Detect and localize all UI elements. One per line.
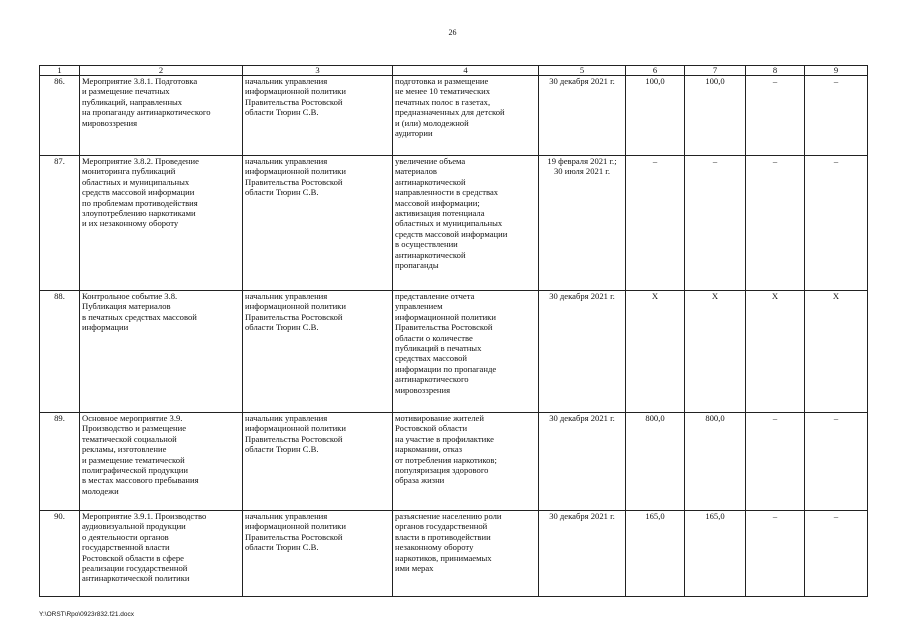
amount-cell: 165,0 <box>626 511 685 597</box>
amount-cell: Х <box>805 291 868 413</box>
amount-cell: – <box>746 76 805 156</box>
header-cell: 6 <box>626 66 685 76</box>
amount-cell: – <box>626 156 685 291</box>
result-cell: подготовка и размещение не менее 10 тематических печатных полос в газетах, предназначенных для детской и (или) молодежной аудитории <box>393 76 539 156</box>
amount-cell: 800,0 <box>626 413 685 511</box>
amount-cell: – <box>805 511 868 597</box>
responsible-cell: начальник управления информационной политики Правительства Ростовской области Тюрин С.В. <box>243 413 393 511</box>
result-cell: увеличение объема материалов антинаркотической направленности в средствах массовой информации; активизация потенциала областных и муниципальных средств массовой информации в осуществлении антинаркотической пропаганды <box>393 156 539 291</box>
header-row <box>40 66 868 76</box>
header-cell: 1 <box>40 66 80 76</box>
header-cell: 2 <box>80 66 243 76</box>
amount-cell: – <box>685 156 746 291</box>
header-cell: 8 <box>746 66 805 76</box>
table-row <box>40 413 868 511</box>
row-number: 86. <box>40 76 80 156</box>
responsible-cell: начальник управления информационной политики Правительства Ростовской области Тюрин С.В. <box>243 156 393 291</box>
row-number: 88. <box>40 291 80 413</box>
amount-cell: 800,0 <box>685 413 746 511</box>
amount-cell: – <box>746 413 805 511</box>
event-cell: Мероприятие 3.9.1. Производство аудиовизуальной продукции о деятельности органов государственной власти Ростовской области в сфере реализации государственной антинаркотической политики <box>80 511 243 597</box>
amount-cell: Х <box>746 291 805 413</box>
page-number: 26 <box>448 28 457 37</box>
responsible-cell: начальник управления информационной политики Правительства Ростовской области Тюрин С.В. <box>243 76 393 156</box>
amount-cell: – <box>805 76 868 156</box>
table-row <box>40 291 868 413</box>
result-cell: разъяснение населению роли органов государственной власти в противодействии незаконному обороту наркотиков, принимаемых ими мерах <box>393 511 539 597</box>
event-cell: Мероприятие 3.8.1. Подготовка и размещение печатных публикаций, направленных на пропаганду антинаркотического мировоззрения <box>80 76 243 156</box>
table-row <box>40 156 868 291</box>
header-cell: 9 <box>805 66 868 76</box>
row-number: 90. <box>40 511 80 597</box>
row-number: 87. <box>40 156 80 291</box>
date-cell: 30 декабря 2021 г. <box>539 291 626 413</box>
amount-cell: – <box>805 413 868 511</box>
event-cell: Мероприятие 3.8.2. Проведение мониторинга публикаций областных и муниципальных средств массовой информации по проблемам противодействия злоупотреблению наркотиками и их незаконному обороту <box>80 156 243 291</box>
amount-cell: – <box>746 511 805 597</box>
header-cell: 7 <box>685 66 746 76</box>
plan-table <box>39 65 868 597</box>
responsible-cell: начальник управления информационной политики Правительства Ростовской области Тюрин С.В. <box>243 291 393 413</box>
result-cell: мотивирование жителей Ростовской области на участие в профилактике наркомании, отказ от потребления наркотиков; популяризация здорового образа жизни <box>393 413 539 511</box>
date-cell: 30 декабря 2021 г. <box>539 76 626 156</box>
date-cell: 19 февраля 2021 г.; 30 июля 2021 г. <box>539 156 626 291</box>
result-cell: представление отчета управлением информационной политики Правительства Ростовской области о количестве публикаций в печатных средствах массовой информации по пропаганде антинаркотического мировоззрения <box>393 291 539 413</box>
amount-cell: – <box>805 156 868 291</box>
date-cell: 30 декабря 2021 г. <box>539 413 626 511</box>
amount-cell: 100,0 <box>626 76 685 156</box>
responsible-cell: начальник управления информационной политики Правительства Ростовской области Тюрин С.В. <box>243 511 393 597</box>
header-cell: 3 <box>243 66 393 76</box>
amount-cell: 100,0 <box>685 76 746 156</box>
event-cell: Контрольное событие 3.8. Публикация материалов в печатных средствах массовой информации <box>80 291 243 413</box>
amount-cell: 165,0 <box>685 511 746 597</box>
date-cell: 30 декабря 2021 г. <box>539 511 626 597</box>
event-cell: Основное мероприятие 3.9. Производство и размещение тематической социальной рекламы, изготовление и размещение тематической полиграфической продукции в местах массового пребывания молодежи <box>80 413 243 511</box>
file-path-footer: Y:\ORST\Rpo\0923r832.f21.docx <box>39 611 135 618</box>
amount-cell: – <box>746 156 805 291</box>
row-number: 89. <box>40 413 80 511</box>
amount-cell: Х <box>685 291 746 413</box>
table-row <box>40 511 868 597</box>
header-cell: 4 <box>393 66 539 76</box>
table-row <box>40 76 868 156</box>
amount-cell: Х <box>626 291 685 413</box>
header-cell: 5 <box>539 66 626 76</box>
